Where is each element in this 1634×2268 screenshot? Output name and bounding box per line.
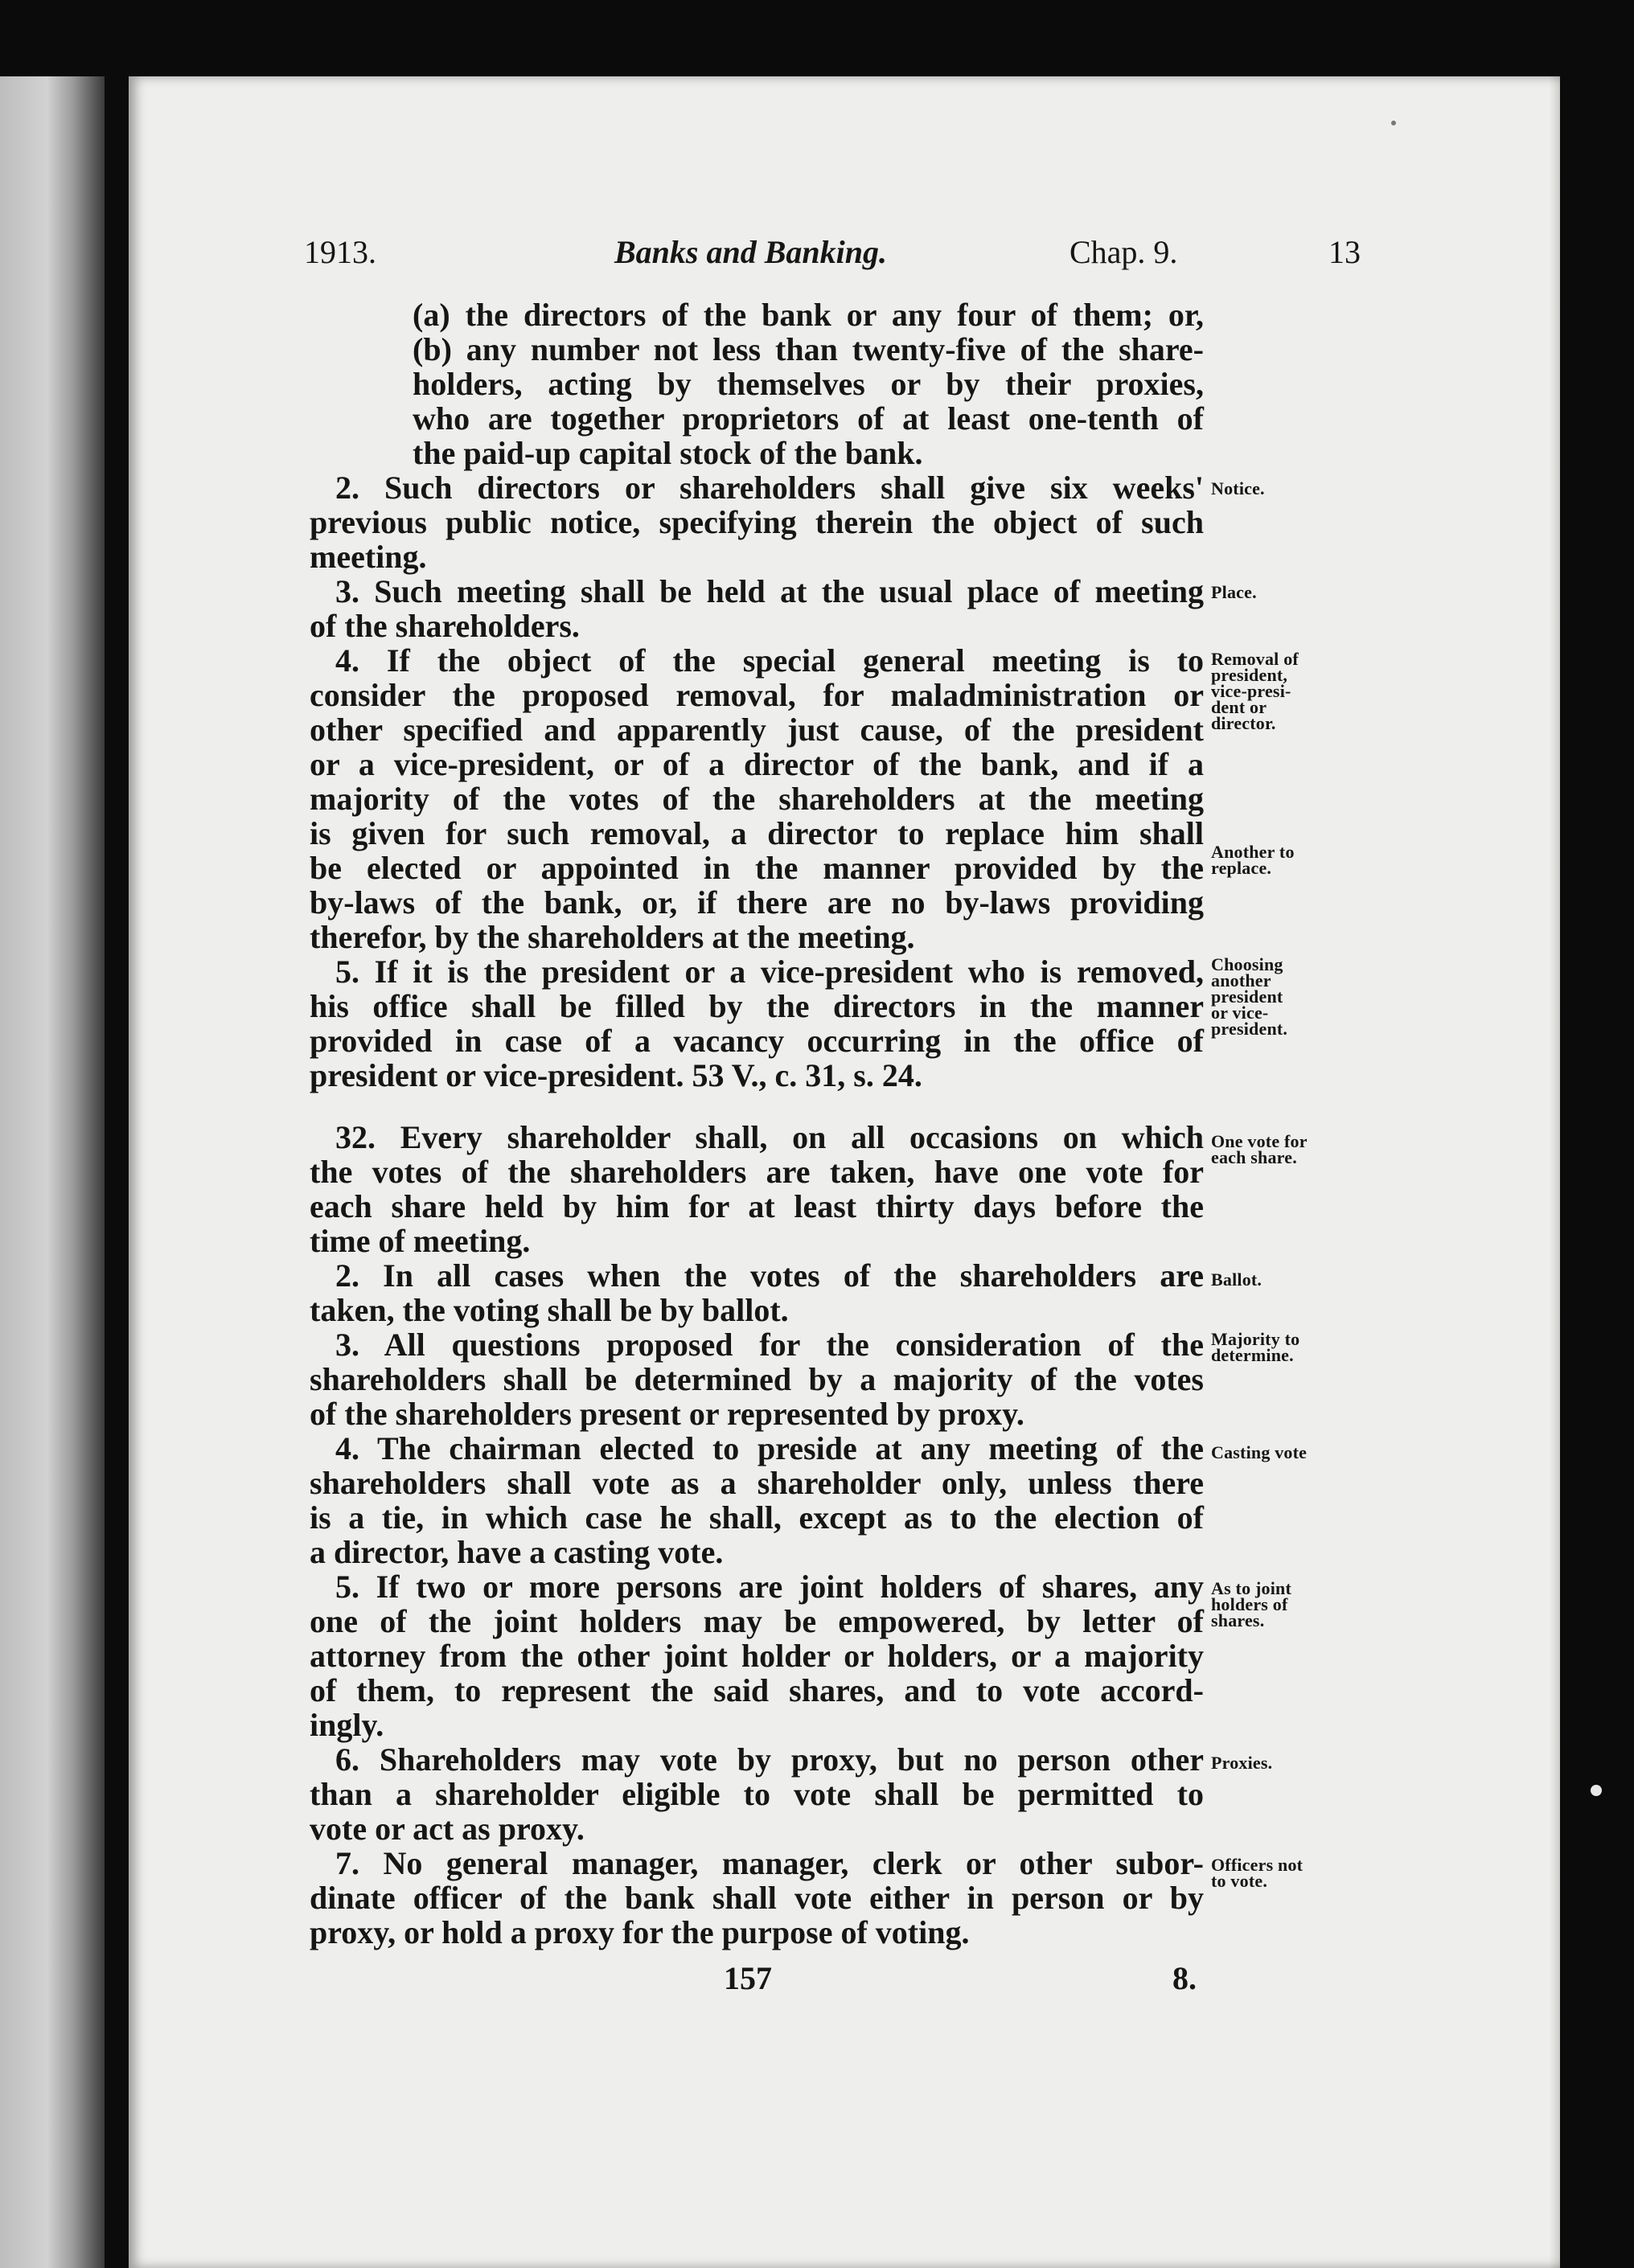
margin-note-officers (1211, 1857, 1303, 1889)
margin-note-line: holders of (1211, 1594, 1288, 1614)
header-chapter: Chap. 9. (1069, 234, 1178, 270)
text-line: a director, have a casting vote. (310, 1534, 724, 1570)
text-line: 5. If it is the president or a vice-president who is removed, (335, 954, 1204, 990)
margin-note-line: replace. (1211, 858, 1272, 878)
text-line: 3. All questions proposed for the consideration of the (335, 1327, 1204, 1363)
text-line: 2. Such directors or shareholders shall give six weeks' (335, 470, 1204, 506)
text-line: ingly. (310, 1707, 384, 1743)
signature-mark: 8. (1172, 1960, 1197, 1996)
text-line: is a tie, in which case he shall, except as to the election of (310, 1499, 1204, 1536)
text-line: taken, the voting shall be by ballot. (310, 1292, 789, 1328)
text-line: by-laws of the bank, or, if there are no by-laws providing (310, 884, 1204, 921)
text-line: attorney from the other joint holder or holders, or a majority (310, 1638, 1204, 1674)
text-line: 5. If two or more persons are joint holders of shares, any (335, 1569, 1204, 1605)
margin-note-line: president. (1211, 1019, 1288, 1039)
text-line: (b) any number not less than twenty-five of the share- (413, 331, 1204, 367)
margin-note-removal (1211, 651, 1299, 732)
margin-note-casting: Casting vote (1211, 1442, 1308, 1462)
text-line: proxy, or hold a proxy for the purpose of voting. (310, 1914, 970, 1950)
section-31-continuation (310, 297, 1204, 1093)
margin-note-proxies: Proxies. (1211, 1753, 1273, 1773)
margin-note-line: president, (1211, 665, 1288, 685)
section-number: 32. (335, 1119, 376, 1155)
text-line: dinate officer of the bank shall vote either in person or by (310, 1880, 1204, 1916)
text-line: each share held by him for at least thirty days before the (310, 1188, 1204, 1224)
text-line: other specified and apparently just cause, of the president (310, 712, 1204, 748)
text-line: be elected or appointed in the manner provided by the (310, 850, 1204, 886)
header-year: 1913. (304, 234, 376, 270)
margin-note-line: determine. (1211, 1345, 1294, 1365)
text-line: the paid-up capital stock of the bank. (413, 435, 923, 471)
text-line: shareholders shall be determined by a majority of the votes (310, 1361, 1204, 1397)
margin-note-line: president (1211, 986, 1283, 1007)
text-line: meeting. (310, 539, 427, 575)
margin-note-line: shares. (1211, 1610, 1265, 1630)
text-line: consider the proposed removal, for maladministration or (310, 677, 1204, 713)
margin-note-line: Choosing (1211, 954, 1283, 974)
text-line: 6. Shareholders may vote by proxy, but no person other (335, 1741, 1204, 1778)
text-line: holders, acting by themselves or by their proxies, (413, 366, 1204, 402)
text-line: therefor, by the shareholders at the meeting. (310, 919, 915, 955)
facing-page-edge (0, 76, 105, 2268)
margin-note-line: vice-presi- (1211, 681, 1291, 701)
margin-note-line: director. (1211, 713, 1276, 733)
margin-note-line: One vote for (1211, 1131, 1308, 1151)
text-line: 4. If the object of the special general meeting is to (335, 642, 1204, 679)
scan-speck (1591, 1785, 1602, 1796)
margin-note-line: Officers not (1211, 1855, 1304, 1875)
header-title: Banks and Banking. (614, 234, 888, 270)
margin-note-line: each share. (1211, 1147, 1297, 1167)
text-line: the votes of the shareholders are taken, have one vote for (310, 1154, 1204, 1190)
text-line: or a vice-president, or of a director of the bank, and if a (310, 746, 1204, 782)
text-line: than a shareholder eligible to vote shall be permitted to (310, 1776, 1204, 1812)
text-line: (a) the directors of the bank or any four of them; or, (413, 297, 1204, 333)
margin-note-majority (1211, 1331, 1299, 1364)
text-line: 4. The chairman elected to preside at any meeting of the (335, 1430, 1204, 1466)
text-line: provided in case of a vacancy occurring in the office of (310, 1023, 1204, 1059)
text-line: previous public notice, specifying therein the object of such (310, 504, 1204, 540)
scan-speck (1391, 121, 1396, 125)
margin-note-line: another (1211, 970, 1271, 990)
text-line: time of meeting. (310, 1223, 531, 1259)
text-line: vote or act as proxy. (310, 1811, 585, 1847)
margin-note-line: dent or (1211, 697, 1267, 717)
text-line: 2. In all cases when the votes of the shareholders are (335, 1257, 1204, 1294)
text-line: one of the joint holders may be empowered, by letter of (310, 1603, 1204, 1639)
margin-note-notice: Notice. (1211, 478, 1265, 498)
margin-note-line: Majority to (1211, 1329, 1300, 1349)
margin-note-line: As to joint (1211, 1578, 1291, 1598)
margin-note-joint (1211, 1578, 1291, 1630)
margin-note-place: Place. (1211, 582, 1257, 602)
margin-note-choosing (1211, 954, 1288, 1039)
text-line-content: Every shareholder shall, on all occasions on which (400, 1119, 1204, 1155)
margin-note-another (1211, 844, 1295, 876)
text-line: 7. No general manager, manager, clerk or other subor- (335, 1845, 1204, 1881)
text-line: who are together proprietors of at least one-tenth of (413, 400, 1204, 437)
text-line: of the shareholders. (310, 608, 580, 644)
text-line: of the shareholders present or represented by proxy. (310, 1396, 1024, 1432)
header-page-number: 13 (1328, 234, 1361, 270)
section-32 (310, 1120, 1204, 1950)
margin-note-ballot: Ballot. (1211, 1269, 1262, 1290)
margin-note-one-vote (1211, 1131, 1308, 1167)
text-line: 3. Such meeting shall be held at the usual place of meeting (335, 573, 1204, 609)
text-line: majority of the votes of the shareholders at the meeting (310, 781, 1204, 817)
text-line: his office shall be filled by the directors in the manner (310, 988, 1204, 1024)
margin-note-line: Another to (1211, 842, 1295, 862)
margin-note-line: or vice- (1211, 1003, 1269, 1023)
text-line: shareholders shall vote as a shareholder only, unless there (310, 1465, 1204, 1501)
text-line: president or vice-president. 53 V., c. 31, s. 24. (310, 1057, 922, 1093)
signature-number: 157 (724, 1960, 772, 1996)
text-line: is given for such removal, a director to replace him shall (310, 815, 1204, 851)
text-line: of them, to represent the said shares, and to vote accord- (310, 1672, 1204, 1708)
text-line (310, 1120, 1204, 1155)
margin-note-line: to vote. (1211, 1871, 1268, 1891)
margin-note-line: Removal of (1211, 649, 1299, 669)
